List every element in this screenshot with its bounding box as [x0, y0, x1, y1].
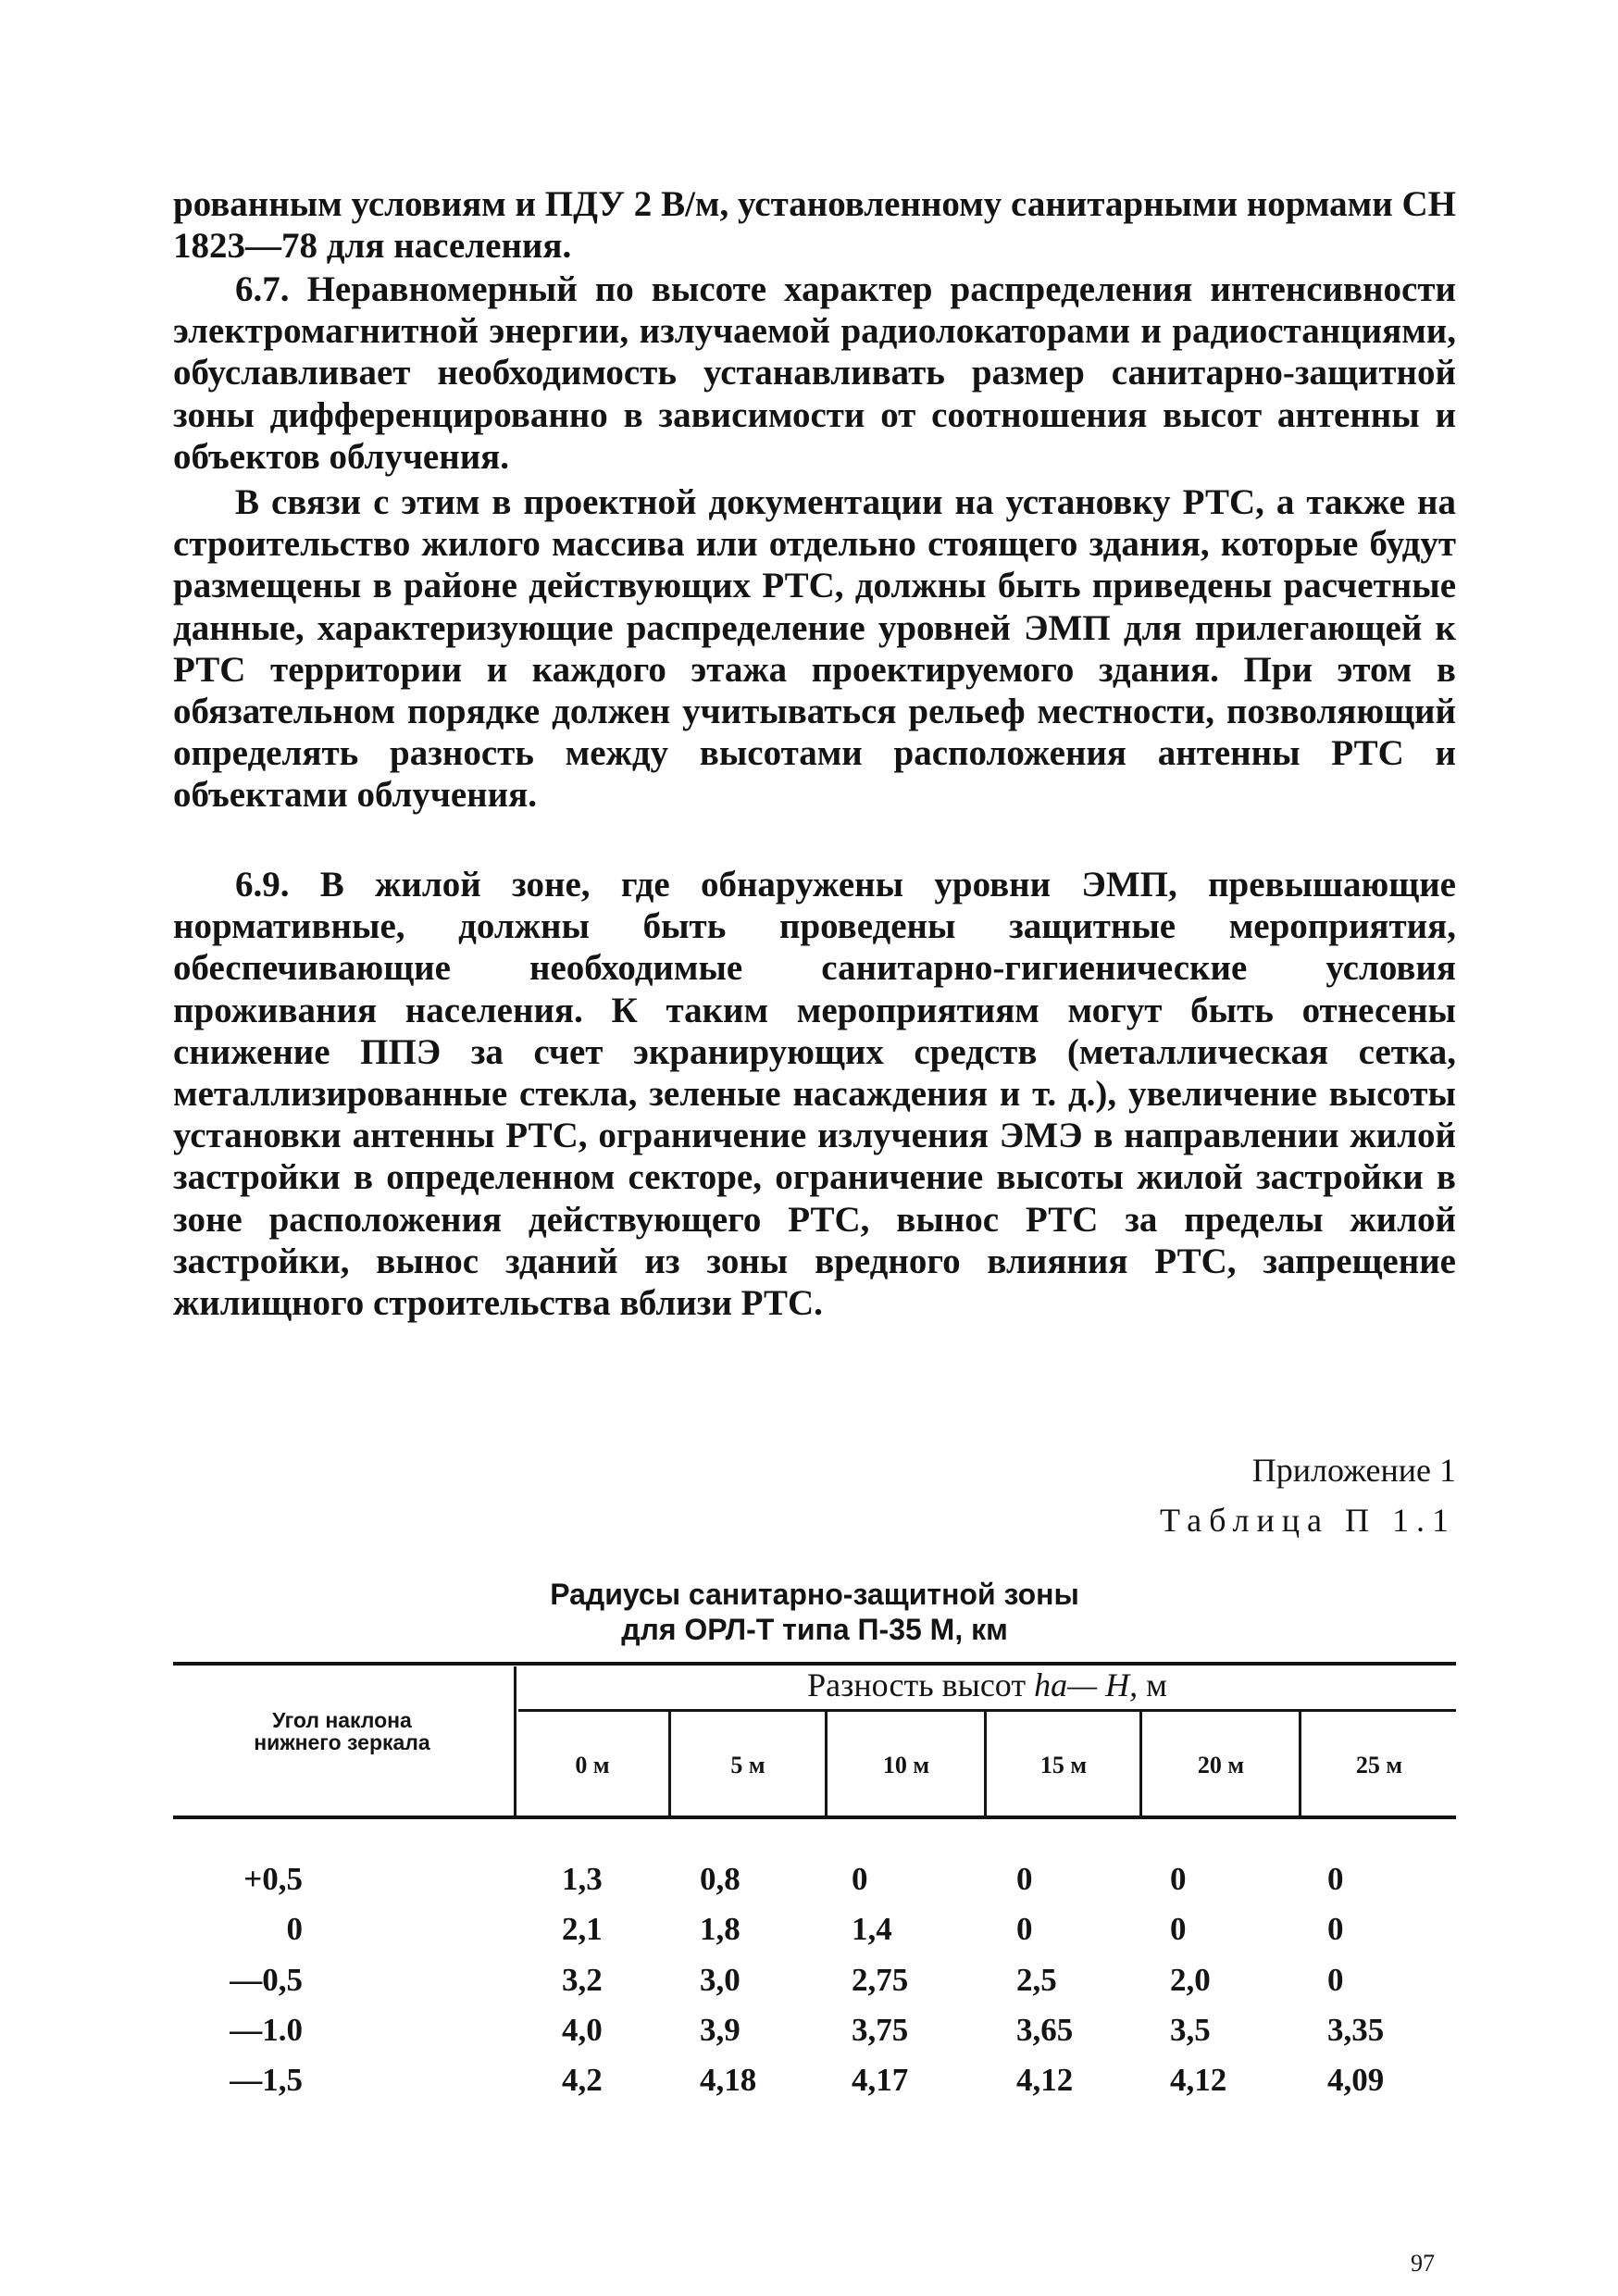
column-header: 20 м	[1197, 1752, 1245, 1778]
table-cell: 0	[1327, 1861, 1344, 1897]
paragraph-text: рованным условиям и ПДУ 2 В/м, установленному санитарными нормами СН 1823—78 для населения.	[173, 184, 1456, 267]
table-cell: 3,35	[1327, 2012, 1385, 2048]
table-cell: 3,5	[1170, 2012, 1211, 2048]
column-header: 5 м	[730, 1752, 765, 1778]
table-cell: 4,09	[1327, 2062, 1385, 2098]
group-header-unit: м	[1138, 1666, 1167, 1703]
table-vertical-rule	[825, 1712, 828, 1816]
row-angle: —0,5	[230, 1962, 303, 1998]
paragraph-6-8	[173, 481, 1456, 818]
table-cell: 0,8	[700, 1861, 741, 1897]
table-cell: 2,0	[1170, 1962, 1211, 1998]
table-header-bottom-rule	[173, 1816, 1456, 1819]
table-title	[176, 1577, 1453, 1647]
table-cell: 1,4	[852, 1911, 892, 1947]
angle-header-line-2: нижнего зеркала	[254, 1730, 430, 1754]
column-header: 15 м	[1039, 1752, 1088, 1778]
table-cell: 3,9	[700, 2012, 741, 2048]
column-header: 10 м	[882, 1752, 930, 1778]
row-angle: —1.0	[230, 2012, 303, 2048]
paragraph-6-7	[173, 268, 1456, 480]
table-cell: 3,65	[1016, 2012, 1074, 2048]
table-cell: 0	[1327, 1962, 1344, 1998]
table-cell: 2,5	[1016, 1962, 1057, 1998]
table-vertical-rule	[668, 1712, 671, 1816]
row-angle: —1,5	[230, 2062, 303, 2098]
table-group-header	[518, 1665, 1456, 1705]
row-angle: 0	[286, 1911, 303, 1947]
table-group-rule	[518, 1709, 1456, 1712]
angle-header-line-1: Угол наклона	[272, 1708, 412, 1732]
paragraph-text: 6.9. В жилой зоне, где обнаружены уровни ЭМП, превышающие нормативные, должны быть проведены защитные мероприятия, обеспечивающие необходимые санитарно-гигиенические условия проживания населения. К таким мероприятиям могут быть отнесены снижение ППЭ за счет экранирующих средств (металлическая сетка, металлизированные стекла, зеленые насаждения и т. д.), увеличение высоты установки антенны РТС, ограничение излучения ЭМЭ в направлении жилой застройки в определенном секторе, ограничение высоты жилой застройки в зоне расположения действующего РТС, вынос РТС за пределы жилой застройки, вынос зданий из зоны вредного влияния РТС, запрещение жилищного строительства вблизи РТС.	[173, 865, 1456, 1324]
table-cell: 0	[1170, 1861, 1187, 1897]
table-vertical-rule	[1139, 1712, 1142, 1816]
table-cell: 4,2	[562, 2062, 603, 2098]
paragraph-continuation	[173, 183, 1456, 268]
paragraph-6-9	[173, 864, 1456, 1326]
table-cell: 3,75	[852, 2012, 909, 2048]
paragraph-text: 6.7. Неравномерный по высоте характер распределения интенсивности электромагнитной энергии, излучаемой радиолокаторами и радиостанциями, обуславливает необходимость устанавливать размер санитарно-защитной зоны дифференцированно в зависимости от соотношения высот антенны и объектов облучения.	[173, 269, 1456, 477]
table-cell: 2,75	[852, 1962, 909, 1998]
table-cell: 2,1	[562, 1911, 603, 1947]
table-cell: 0	[1016, 1911, 1033, 1947]
table-cell: 0	[1170, 1911, 1187, 1947]
table-title-line-2: для ОРЛ-Т типа П-35 М, км	[621, 1613, 1008, 1646]
table-cell: 0	[852, 1861, 868, 1897]
paragraph-text: В связи с этим в проектной документации на установку РТС, а также на строительство жилого массива или отдельно стоящего здания, которые будут размещены в районе действующих РТС, должны быть приведены расчетные данные, характеризующие распределение уровней ЭМП для прилегающей к РТС территории и каждого этажа проектируемого здания. При этом в обязательном порядке должен учитываться рельеф местности, позволяющий определять разность между высотами расположения антенны РТС и объектами облучения.	[173, 482, 1456, 816]
table-vertical-rule	[514, 1666, 517, 1816]
table-vertical-rule	[984, 1712, 987, 1816]
column-header: 25 м	[1355, 1752, 1403, 1778]
table-cell: 4,18	[700, 2062, 757, 2098]
table-angle-header	[173, 1709, 511, 1753]
table-cell: 1,3	[562, 1861, 603, 1897]
table-cell: 3,0	[700, 1962, 741, 1998]
table-cell: 4,0	[562, 2012, 603, 2048]
table-label: Таблица П 1.1	[1160, 1502, 1456, 1539]
table-cell: 3,2	[562, 1962, 603, 1998]
table-cell: 1,8	[700, 1911, 741, 1947]
page-number: 97	[1411, 2250, 1435, 2277]
table-cell: 0	[1327, 1911, 1344, 1947]
appendix-label: Приложение 1	[1251, 1452, 1456, 1489]
row-angle: +0,5	[243, 1861, 303, 1897]
table-cell: 4,12	[1016, 2062, 1074, 2098]
group-header-prefix: Разность высот	[807, 1666, 1035, 1703]
table-cell: 4,12	[1170, 2062, 1227, 2098]
table-vertical-rule	[1299, 1712, 1301, 1816]
table-title-line-1: Радиусы санитарно-защитной зоны	[550, 1578, 1079, 1611]
table-cell: 0	[1016, 1861, 1033, 1897]
group-header-formula: ha— H,	[1034, 1666, 1139, 1703]
table-cell: 4,17	[852, 2062, 909, 2098]
column-header: 0 м	[575, 1752, 610, 1778]
